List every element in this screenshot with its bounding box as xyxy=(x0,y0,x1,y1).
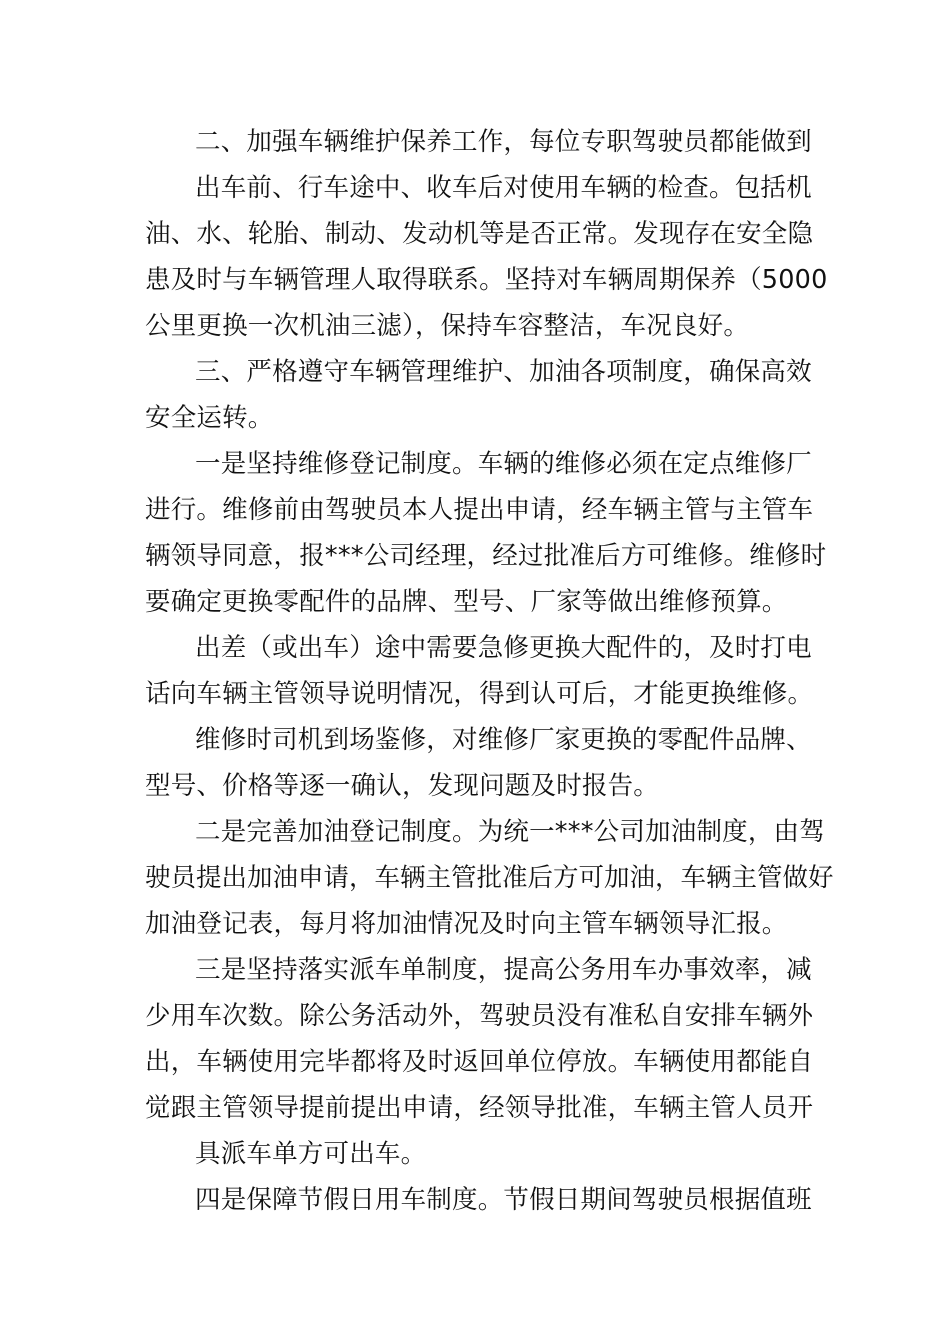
text-line: 一是坚持维修登记制度。车辆的维修必须在定点维修厂 xyxy=(195,449,812,479)
text-line: 少用车次数。除公务活动外，驾驶员没有准私自安排车辆外 xyxy=(145,1001,814,1031)
text-line: 维修时司机到场鉴修，对维修厂家更换的零配件品牌、 xyxy=(195,725,812,755)
text-line: 型号、价格等逐一确认，发现问题及时报告。 xyxy=(145,771,660,801)
text-line: 三、严格遵守车辆管理维护、加油各项制度，确保高效 xyxy=(195,357,812,387)
text-line: 出，车辆使用完毕都将及时返回单位停放。车辆使用都能自 xyxy=(145,1047,814,1077)
text-line: 安全运转。 xyxy=(145,403,274,433)
text-line: 二是完善加油登记制度。为统一***公司加油制度，由驾 xyxy=(195,817,825,847)
text-line: 二、加强车辆维护保养工作，每位专职驾驶员都能做到 xyxy=(195,127,812,157)
text-line: 四是保障节假日用车制度。节假日期间驾驶员根据值班 xyxy=(195,1185,812,1215)
text-line: 加油登记表，每月将加油情况及时向主管车辆领导汇报。 xyxy=(145,909,788,939)
text-line: 话向车辆主管领导说明情况，得到认可后，才能更换维修。 xyxy=(145,679,814,709)
text-line: 三是坚持落实派车单制度，提高公务用车办事效率，减 xyxy=(195,955,812,985)
text-line: 觉跟主管领导提前提出申请，经领导批准，车辆主管人员开 xyxy=(145,1093,814,1123)
text-line: 公里更换一次机油三滤），保持车容整洁，车况良好。 xyxy=(145,311,750,341)
text-line: 要确定更换零配件的品牌、型号、厂家等做出维修预算。 xyxy=(145,587,788,617)
text-line: 驶员提出加油申请，车辆主管批准后方可加油，车辆主管做好 xyxy=(145,863,834,893)
text-line: 出车前、行车途中、收车后对使用车辆的检查。包括机 xyxy=(195,173,812,203)
text-line: 油、水、轮胎、制动、发动机等是否正常。发现存在安全隐 xyxy=(145,219,814,249)
text-line: 进行。维修前由驾驶员本人提出申请，经车辆主管与主管车 xyxy=(145,495,814,525)
text-line: 辆领导同意，报***公司经理，经过批准后方可维修。维修时 xyxy=(145,541,827,571)
text-line: 患及时与车辆管理人取得联系。坚持对车辆周期保养（5000 xyxy=(145,265,828,295)
text-line: 出差（或出车）途中需要急修更换大配件的，及时打电 xyxy=(195,633,812,663)
text-line: 具派车单方可出车。 xyxy=(195,1139,427,1169)
